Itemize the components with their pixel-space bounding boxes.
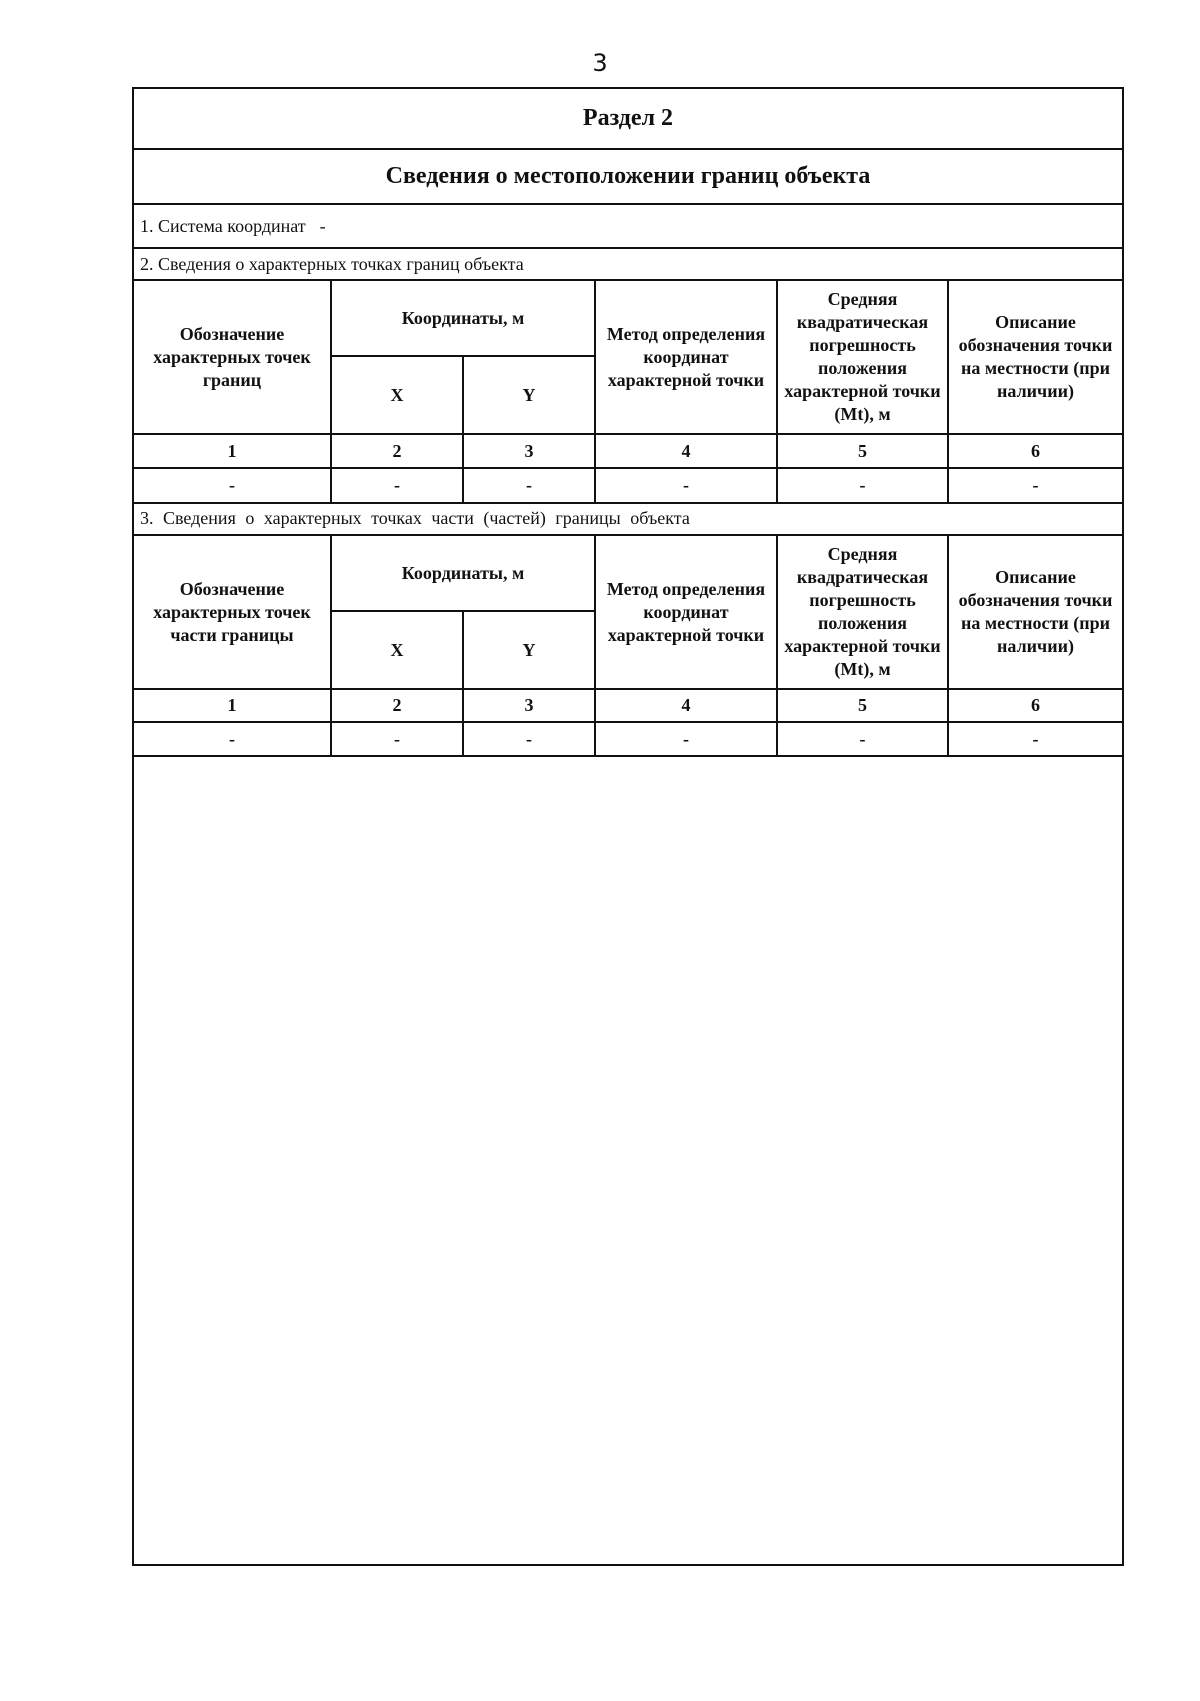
table-row (134, 722, 1122, 756)
header-y: Y (463, 611, 595, 689)
column-number: 6 (948, 689, 1122, 722)
column-number: 3 (463, 689, 595, 722)
header-coordinates: Координаты, м (331, 281, 595, 356)
table-cell: - (463, 722, 595, 756)
column-number: 4 (595, 689, 777, 722)
column-number: 3 (463, 434, 595, 468)
column-number: 6 (948, 434, 1122, 468)
header-y: Y (463, 356, 595, 434)
table-cell: - (595, 468, 777, 503)
table-cell: - (777, 468, 948, 503)
table-cell: - (777, 722, 948, 756)
table-cell: - (331, 722, 463, 756)
column-number: 1 (134, 689, 331, 722)
table-number-row (134, 434, 1122, 468)
column-number: 1 (134, 434, 331, 468)
header-designation: Обозначение характерных точек границ (134, 281, 331, 434)
table-header-row (134, 281, 1122, 356)
table-header-row (134, 536, 1122, 611)
section-title: Раздел 2 (134, 89, 1122, 150)
column-number: 4 (595, 434, 777, 468)
coordinate-system-label: 1. Система координат (140, 215, 306, 236)
header-error: Средняя квадратическая погрешность положения характерной точки (Mt), м (777, 281, 948, 434)
table-cell: - (948, 468, 1122, 503)
boundary-points-table (134, 281, 1122, 504)
table1-caption: 2. Сведения о характерных точках границ объекта (134, 249, 1122, 281)
table-cell: - (948, 722, 1122, 756)
header-method: Метод определения координат характерной точки (595, 281, 777, 434)
page-number: 3 (592, 49, 608, 77)
header-coordinates: Координаты, м (331, 536, 595, 611)
part-boundary-points-table (134, 536, 1122, 757)
table-row (134, 468, 1122, 503)
table2-caption: 3. Сведения о характерных точках части (частей) границы объекта (134, 503, 1122, 536)
header-x: X (331, 611, 463, 689)
header-description: Описание обозначения точки на местности (при наличии) (948, 536, 1122, 689)
coordinate-system-value: - (319, 215, 326, 236)
column-number: 5 (777, 434, 948, 468)
coordinate-system-row (134, 205, 1122, 249)
table-cell: - (134, 722, 331, 756)
table-cell: - (331, 468, 463, 503)
header-method: Метод определения координат характерной точки (595, 536, 777, 689)
document-frame (132, 87, 1124, 1566)
table-cell: - (463, 468, 595, 503)
header-description: Описание обозначения точки на местности (при наличии) (948, 281, 1122, 434)
table-number-row (134, 689, 1122, 722)
column-number: 2 (331, 689, 463, 722)
header-x: X (331, 356, 463, 434)
header-error: Средняя квадратическая погрешность положения характерной точки (Mt), м (777, 536, 948, 689)
table-cell: - (595, 722, 777, 756)
section-subtitle: Сведения о местоположении границ объекта (134, 150, 1122, 205)
header-designation: Обозначение характерных точек части границы (134, 536, 331, 689)
column-number: 5 (777, 689, 948, 722)
table-cell: - (134, 468, 331, 503)
column-number: 2 (331, 434, 463, 468)
